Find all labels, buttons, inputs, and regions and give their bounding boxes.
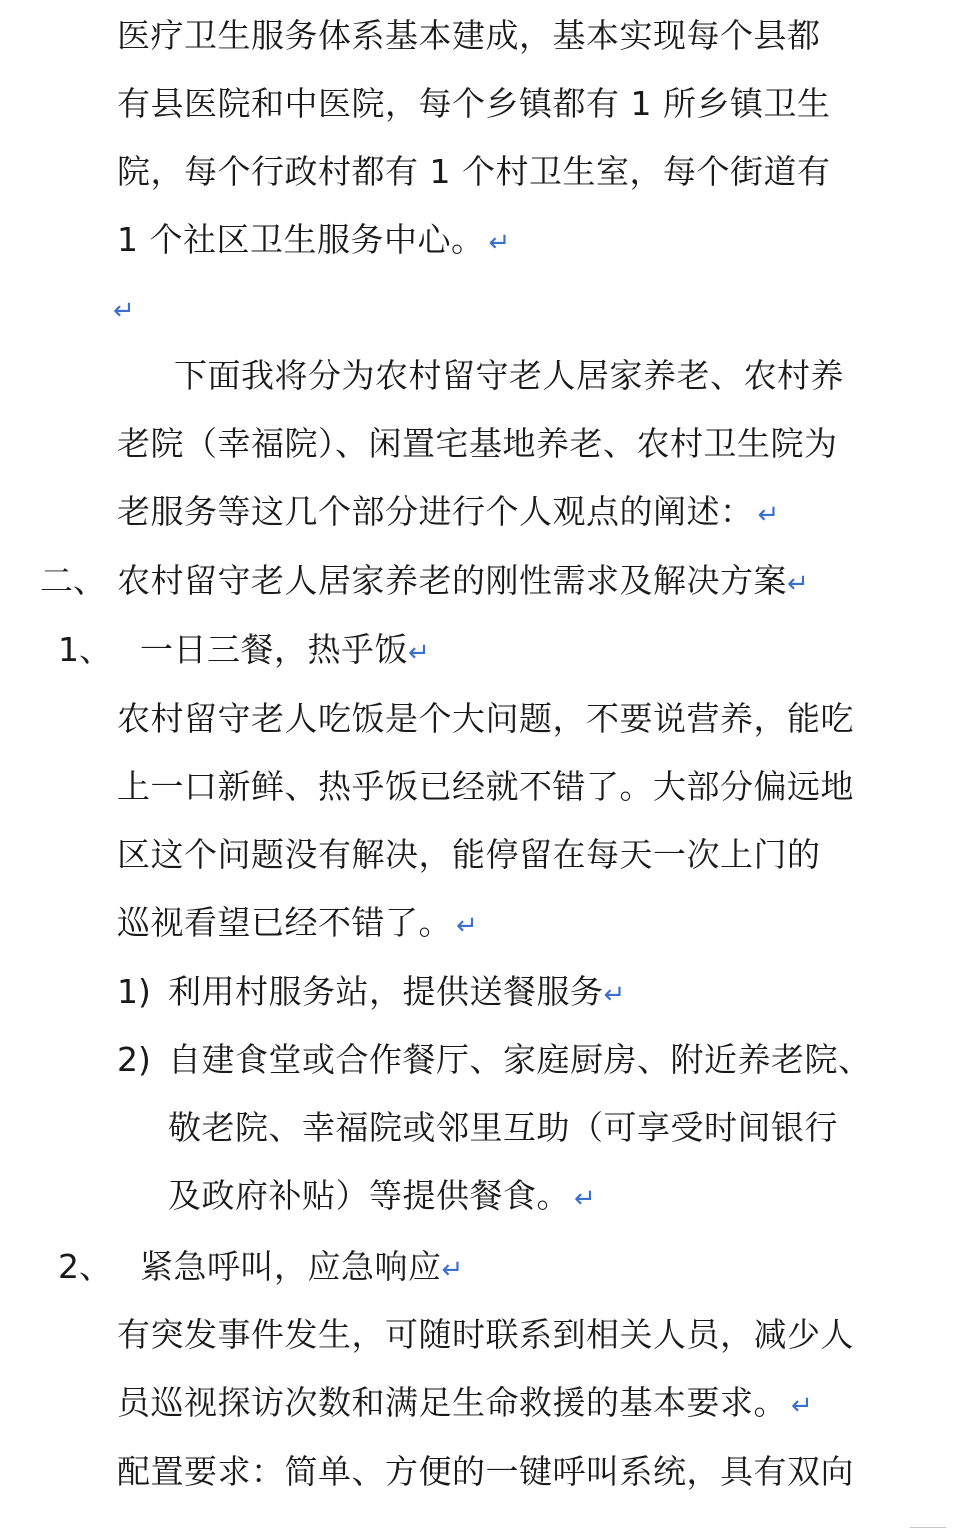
paragraph-mark-icon [456, 911, 478, 941]
item2-body-line-2 [117, 1373, 813, 1433]
overview-line-1 [174, 346, 844, 406]
paragraph-mark-icon [791, 1391, 813, 1421]
paragraph-mark-icon [604, 980, 626, 1010]
paragraph-mark-icon [574, 1184, 596, 1214]
text: 员巡视探访次数和满足生命救援的基本要求。 [117, 1383, 787, 1422]
intro-line-3 [117, 142, 830, 202]
item1-body-line-2 [117, 757, 854, 817]
text: 农村留守老人居家养老的刚性需求及解决方案 [117, 561, 787, 600]
page-divider [910, 1527, 946, 1528]
intro-line-1 [117, 6, 821, 66]
subitem-number: 1) [117, 972, 151, 1011]
text: 自建食堂或合作餐厅、家庭厨房、附近养老院、 [168, 1040, 872, 1079]
text: 有县医院和中医院，每个乡镇都有 1 所乡镇卫生 [117, 84, 831, 123]
text: 一日三餐，热乎饭 [140, 630, 408, 669]
overview-line-3 [117, 482, 780, 542]
item-heading [140, 1237, 464, 1297]
subitem-1 [168, 962, 626, 1022]
item1-body-line-1 [117, 689, 854, 749]
text: 老服务等这几个部分进行个人观点的阐述： [117, 492, 754, 531]
overview-line-2 [117, 414, 838, 474]
section-heading [117, 551, 809, 611]
subitem-2-line-3 [168, 1166, 596, 1226]
text: 上一口新鲜、热乎饭已经就不错了。大部分偏远地 [117, 767, 854, 806]
text: 配置要求：简单、方便的一键呼叫系统，具有双向 [117, 1452, 854, 1491]
item1-body-line-3 [117, 825, 821, 885]
subitem-2-line-2 [168, 1098, 838, 1158]
subitem-number: 2) [117, 1040, 151, 1079]
item-heading [140, 620, 430, 680]
text: 有突发事件发生，可随时联系到相关人员，减少人 [117, 1315, 854, 1354]
paragraph-mark-icon [442, 1255, 464, 1285]
empty-paragraph [113, 278, 135, 338]
text: 1 个社区卫生服务中心。 [117, 220, 485, 259]
text: 院，每个行政村都有 1 个村卫生室，每个街道有 [117, 152, 831, 191]
text: 敬老院、幸福院或邻里互助（可享受时间银行 [168, 1108, 838, 1147]
text: 老院（幸福院）、闲置宅基地养老、农村卫生院为 [117, 424, 838, 463]
subitem-2-line-1 [168, 1030, 872, 1090]
paragraph-mark-icon [408, 638, 430, 668]
item2-body-line-1 [117, 1305, 854, 1365]
text: 下面我将分为农村留守老人居家养老、农村养 [174, 356, 844, 395]
text: 利用村服务站，提供送餐服务 [168, 972, 604, 1011]
paragraph-mark-icon [787, 569, 809, 599]
text: 区这个问题没有解决，能停留在每天一次上门的 [117, 835, 821, 874]
text: 紧急呼叫，应急响应 [140, 1247, 442, 1286]
section-number: 二、 [40, 561, 106, 600]
text: 及政府补贴）等提供餐食。 [168, 1176, 570, 1215]
paragraph-mark-icon [758, 500, 780, 530]
intro-line-2 [117, 74, 830, 134]
text: 农村留守老人吃饭是个大问题，不要说营养，能吃 [117, 699, 854, 738]
item-number: 1、 [58, 630, 112, 669]
paragraph-mark-icon [113, 296, 135, 326]
intro-line-4 [117, 210, 511, 270]
item2-body-line-3 [117, 1442, 854, 1502]
paragraph-mark-icon [489, 228, 511, 258]
text: 巡视看望已经不错了。 [117, 903, 452, 942]
item-number: 2、 [58, 1247, 112, 1286]
text: 医疗卫生服务体系基本建成，基本实现每个县都 [117, 16, 821, 55]
item1-body-line-4 [117, 893, 478, 953]
